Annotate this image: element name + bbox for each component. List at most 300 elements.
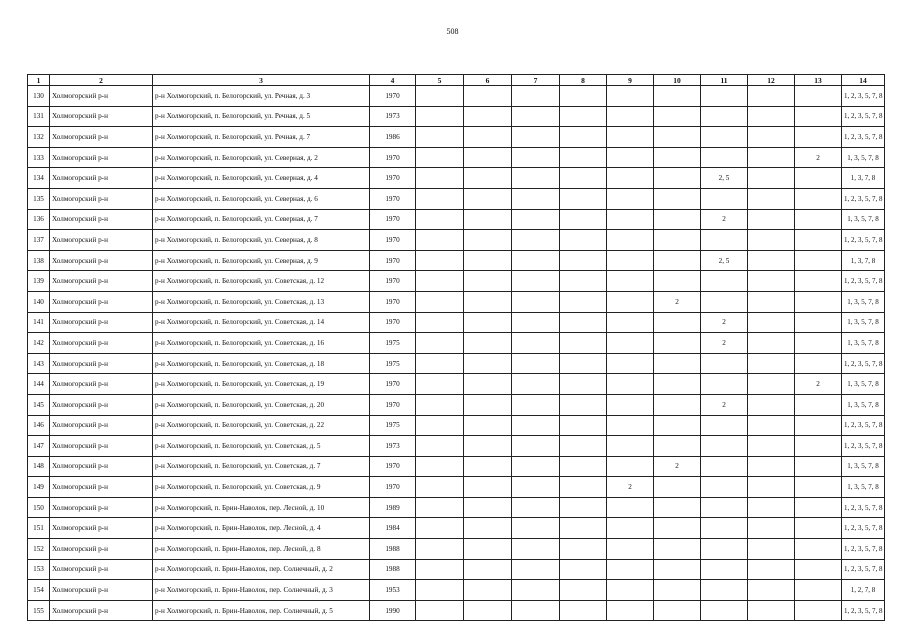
col7-cell [512, 106, 560, 127]
table-row [28, 600, 885, 621]
col13-cell [795, 518, 842, 539]
col13-cell [795, 436, 842, 457]
col9-cell: 2 [607, 477, 654, 498]
col5-cell [416, 600, 464, 621]
col9-cell [607, 436, 654, 457]
col8-cell [560, 559, 607, 580]
col6-cell [464, 374, 512, 395]
col13-cell [795, 86, 842, 107]
col7-cell [512, 250, 560, 271]
col14-cell: 1, 2, 3, 5, 7, 8 [842, 271, 885, 292]
col6-cell [464, 580, 512, 601]
column-header-8: 8 [560, 75, 607, 86]
col8-cell [560, 209, 607, 230]
col12-cell [748, 518, 795, 539]
col10-cell: 2 [654, 456, 701, 477]
row-number: 142 [28, 333, 50, 354]
address-cell: р-н Холмогорский, п. Белогорский, ул. Советская, д. 13 [153, 291, 370, 312]
col7-cell [512, 271, 560, 292]
col6-cell [464, 188, 512, 209]
col12-cell [748, 477, 795, 498]
row-number: 146 [28, 415, 50, 436]
district-cell: Холмогорский р-н [50, 497, 153, 518]
col14-cell: 1, 2, 3, 5, 7, 8 [842, 559, 885, 580]
col9-cell [607, 374, 654, 395]
col5-cell [416, 374, 464, 395]
col13-cell [795, 250, 842, 271]
col5-cell [416, 106, 464, 127]
table-row [28, 580, 885, 601]
col8-cell [560, 106, 607, 127]
table-row [28, 477, 885, 498]
address-cell: р-н Холмогорский, п. Белогорский, ул. Советская, д. 16 [153, 333, 370, 354]
table-row [28, 188, 885, 209]
address-cell: р-н Холмогорский, п. Брин-Наволок, пер. Солнечный, д. 5 [153, 600, 370, 621]
address-cell: р-н Холмогорский, п. Белогорский, ул. Советская, д. 9 [153, 477, 370, 498]
col7-cell [512, 394, 560, 415]
col14-cell: 1, 3, 5, 7, 8 [842, 456, 885, 477]
col11-cell [701, 86, 748, 107]
col7-cell [512, 600, 560, 621]
row-number: 141 [28, 312, 50, 333]
col6-cell [464, 271, 512, 292]
year-cell: 1953 [370, 580, 416, 601]
col5-cell [416, 333, 464, 354]
col14-cell: 1, 3, 5, 7, 8 [842, 291, 885, 312]
column-header-11: 11 [701, 75, 748, 86]
row-number: 149 [28, 477, 50, 498]
address-cell: р-н Холмогорский, п. Белогорский, ул. Советская, д. 5 [153, 436, 370, 457]
col9-cell [607, 209, 654, 230]
col14-cell: 1, 3, 5, 7, 8 [842, 394, 885, 415]
col12-cell [748, 250, 795, 271]
col10-cell [654, 518, 701, 539]
col7-cell [512, 477, 560, 498]
col5-cell [416, 127, 464, 148]
col8-cell [560, 271, 607, 292]
district-cell: Холмогорский р-н [50, 518, 153, 539]
col5-cell [416, 477, 464, 498]
col9-cell [607, 250, 654, 271]
col9-cell [607, 291, 654, 312]
col11-cell: 2, 5 [701, 168, 748, 189]
col5-cell [416, 539, 464, 560]
district-cell: Холмогорский р-н [50, 559, 153, 580]
col5-cell [416, 497, 464, 518]
col11-cell [701, 147, 748, 168]
address-cell: р-н Холмогорский, п. Брин-Наволок, пер. Солнечный, д. 3 [153, 580, 370, 601]
col7-cell [512, 497, 560, 518]
col14-cell: 1, 2, 3, 5, 7, 8 [842, 106, 885, 127]
col7-cell [512, 147, 560, 168]
col12-cell [748, 333, 795, 354]
col6-cell [464, 353, 512, 374]
col11-cell: 2 [701, 394, 748, 415]
table-row [28, 415, 885, 436]
col12-cell [748, 539, 795, 560]
col5-cell [416, 312, 464, 333]
col14-cell: 1, 3, 5, 7, 8 [842, 374, 885, 395]
district-cell: Холмогорский р-н [50, 250, 153, 271]
column-header-1: 1 [28, 75, 50, 86]
address-cell: р-н Холмогорский, п. Белогорский, ул. Северная, д. 4 [153, 168, 370, 189]
table-row [28, 106, 885, 127]
col10-cell [654, 394, 701, 415]
district-cell: Холмогорский р-н [50, 291, 153, 312]
col6-cell [464, 559, 512, 580]
address-cell: р-н Холмогорский, п. Белогорский, ул. Речная, д. 5 [153, 106, 370, 127]
col11-cell [701, 353, 748, 374]
col7-cell [512, 353, 560, 374]
row-number: 136 [28, 209, 50, 230]
col10-cell [654, 374, 701, 395]
address-cell: р-н Холмогорский, п. Белогорский, ул. Советская, д. 19 [153, 374, 370, 395]
col8-cell [560, 250, 607, 271]
col5-cell [416, 394, 464, 415]
col13-cell [795, 333, 842, 354]
col5-cell [416, 456, 464, 477]
col11-cell: 2, 5 [701, 250, 748, 271]
col9-cell [607, 86, 654, 107]
col12-cell [748, 559, 795, 580]
col9-cell [607, 147, 654, 168]
col13-cell [795, 559, 842, 580]
column-header-7: 7 [512, 75, 560, 86]
col10-cell: 2 [654, 291, 701, 312]
col6-cell [464, 333, 512, 354]
col13-cell [795, 353, 842, 374]
col14-cell: 1, 2, 3, 5, 7, 8 [842, 518, 885, 539]
col5-cell [416, 436, 464, 457]
district-cell: Холмогорский р-н [50, 147, 153, 168]
col5-cell [416, 230, 464, 251]
col14-cell: 1, 2, 3, 5, 7, 8 [842, 127, 885, 148]
table-row [28, 436, 885, 457]
district-cell: Холмогорский р-н [50, 188, 153, 209]
district-cell: Холмогорский р-н [50, 209, 153, 230]
col6-cell [464, 209, 512, 230]
col8-cell [560, 539, 607, 560]
col13-cell [795, 168, 842, 189]
col10-cell [654, 209, 701, 230]
district-cell: Холмогорский р-н [50, 86, 153, 107]
row-number: 134 [28, 168, 50, 189]
col5-cell [416, 188, 464, 209]
col10-cell [654, 415, 701, 436]
col14-cell: 1, 3, 7, 8 [842, 250, 885, 271]
col10-cell [654, 127, 701, 148]
col8-cell [560, 168, 607, 189]
col7-cell [512, 86, 560, 107]
address-cell: р-н Холмогорский, п. Белогорский, ул. Советская, д. 14 [153, 312, 370, 333]
row-number: 131 [28, 106, 50, 127]
table-row [28, 209, 885, 230]
col12-cell [748, 106, 795, 127]
col7-cell [512, 312, 560, 333]
column-header-9: 9 [607, 75, 654, 86]
col5-cell [416, 209, 464, 230]
col13-cell [795, 188, 842, 209]
col11-cell [701, 539, 748, 560]
col7-cell [512, 168, 560, 189]
year-cell: 1973 [370, 436, 416, 457]
col9-cell [607, 518, 654, 539]
col10-cell [654, 353, 701, 374]
col5-cell [416, 168, 464, 189]
col13-cell [795, 209, 842, 230]
col5-cell [416, 353, 464, 374]
col11-cell [701, 271, 748, 292]
year-cell: 1970 [370, 86, 416, 107]
col13-cell [795, 312, 842, 333]
table-row [28, 312, 885, 333]
row-number: 151 [28, 518, 50, 539]
col8-cell [560, 374, 607, 395]
col7-cell [512, 456, 560, 477]
col6-cell [464, 312, 512, 333]
col10-cell [654, 188, 701, 209]
col12-cell [748, 291, 795, 312]
col9-cell [607, 539, 654, 560]
district-cell: Холмогорский р-н [50, 271, 153, 292]
col5-cell [416, 250, 464, 271]
col14-cell: 1, 2, 3, 5, 7, 8 [842, 497, 885, 518]
col9-cell [607, 333, 654, 354]
col6-cell [464, 415, 512, 436]
col13-cell [795, 127, 842, 148]
col14-cell: 1, 3, 7, 8 [842, 168, 885, 189]
col12-cell [748, 497, 795, 518]
address-cell: р-н Холмогорский, п. Белогорский, ул. Речная, д. 3 [153, 86, 370, 107]
col11-cell [701, 291, 748, 312]
col6-cell [464, 230, 512, 251]
district-cell: Холмогорский р-н [50, 127, 153, 148]
row-number: 137 [28, 230, 50, 251]
district-cell: Холмогорский р-н [50, 230, 153, 251]
column-header-12: 12 [748, 75, 795, 86]
col7-cell [512, 518, 560, 539]
col10-cell [654, 312, 701, 333]
col10-cell [654, 271, 701, 292]
col14-cell: 1, 2, 3, 5, 7, 8 [842, 230, 885, 251]
year-cell: 1988 [370, 539, 416, 560]
col11-cell [701, 436, 748, 457]
year-cell: 1970 [370, 394, 416, 415]
col13-cell [795, 497, 842, 518]
col14-cell: 1, 2, 3, 5, 7, 8 [842, 600, 885, 621]
col14-cell: 1, 2, 3, 5, 7, 8 [842, 86, 885, 107]
column-header-6: 6 [464, 75, 512, 86]
col11-cell [701, 497, 748, 518]
col7-cell [512, 436, 560, 457]
row-number: 150 [28, 497, 50, 518]
address-cell: р-н Холмогорский, п. Белогорский, ул. Речная, д. 7 [153, 127, 370, 148]
column-header-14: 14 [842, 75, 885, 86]
col12-cell [748, 415, 795, 436]
col12-cell [748, 353, 795, 374]
address-cell: р-н Холмогорский, п. Белогорский, ул. Советская, д. 12 [153, 271, 370, 292]
col9-cell [607, 497, 654, 518]
row-number: 133 [28, 147, 50, 168]
col11-cell [701, 106, 748, 127]
district-cell: Холмогорский р-н [50, 394, 153, 415]
col9-cell [607, 559, 654, 580]
col10-cell [654, 106, 701, 127]
col11-cell [701, 477, 748, 498]
col6-cell [464, 127, 512, 148]
col11-cell [701, 456, 748, 477]
col7-cell [512, 333, 560, 354]
col11-cell [701, 374, 748, 395]
col14-cell: 1, 3, 5, 7, 8 [842, 333, 885, 354]
col12-cell [748, 394, 795, 415]
col12-cell [748, 580, 795, 601]
row-number: 147 [28, 436, 50, 457]
address-cell: р-н Холмогорский, п. Брин-Наволок, пер. Солнечный, д. 2 [153, 559, 370, 580]
column-header-4: 4 [370, 75, 416, 86]
address-cell: р-н Холмогорский, п. Белогорский, ул. Северная, д. 6 [153, 188, 370, 209]
row-number: 144 [28, 374, 50, 395]
col9-cell [607, 415, 654, 436]
col10-cell [654, 147, 701, 168]
page-number: 508 [446, 27, 459, 36]
col14-cell: 1, 2, 3, 5, 7, 8 [842, 539, 885, 560]
table-row [28, 559, 885, 580]
col12-cell [748, 436, 795, 457]
col11-cell [701, 127, 748, 148]
col11-cell [701, 518, 748, 539]
col14-cell: 1, 3, 5, 7, 8 [842, 209, 885, 230]
district-cell: Холмогорский р-н [50, 353, 153, 374]
address-cell: р-н Холмогорский, п. Белогорский, ул. Северная, д. 7 [153, 209, 370, 230]
col13-cell [795, 230, 842, 251]
address-cell: р-н Холмогорский, п. Белогорский, ул. Северная, д. 8 [153, 230, 370, 251]
col7-cell [512, 209, 560, 230]
col7-cell [512, 291, 560, 312]
col13-cell [795, 291, 842, 312]
col13-cell [795, 477, 842, 498]
col5-cell [416, 518, 464, 539]
address-cell: р-н Холмогорский, п. Белогорский, ул. Советская, д. 22 [153, 415, 370, 436]
col9-cell [607, 127, 654, 148]
table-row [28, 250, 885, 271]
district-cell: Холмогорский р-н [50, 374, 153, 395]
col12-cell [748, 127, 795, 148]
col12-cell [748, 209, 795, 230]
col6-cell [464, 86, 512, 107]
col7-cell [512, 415, 560, 436]
col7-cell [512, 539, 560, 560]
col8-cell [560, 436, 607, 457]
address-cell: р-н Холмогорский, п. Брин-Наволок, пер. Лесной, д. 8 [153, 539, 370, 560]
col11-cell: 2 [701, 333, 748, 354]
year-cell: 1990 [370, 600, 416, 621]
year-cell: 1984 [370, 518, 416, 539]
address-cell: р-н Холмогорский, п. Белогорский, ул. Северная, д. 9 [153, 250, 370, 271]
col13-cell [795, 456, 842, 477]
header-row [28, 75, 885, 86]
col13-cell [795, 415, 842, 436]
col8-cell [560, 518, 607, 539]
col8-cell [560, 600, 607, 621]
col10-cell [654, 86, 701, 107]
col13-cell [795, 271, 842, 292]
year-cell: 1975 [370, 415, 416, 436]
address-cell: р-н Холмогорский, п. Белогорский, ул. Советская, д. 7 [153, 456, 370, 477]
col9-cell [607, 168, 654, 189]
col5-cell [416, 291, 464, 312]
year-cell: 1970 [370, 209, 416, 230]
col8-cell [560, 477, 607, 498]
table-row [28, 539, 885, 560]
row-number: 135 [28, 188, 50, 209]
col6-cell [464, 436, 512, 457]
district-cell: Холмогорский р-н [50, 312, 153, 333]
col10-cell [654, 333, 701, 354]
col12-cell [748, 168, 795, 189]
year-cell: 1988 [370, 559, 416, 580]
year-cell: 1970 [370, 250, 416, 271]
table-row [28, 230, 885, 251]
col13-cell [795, 580, 842, 601]
table-row [28, 394, 885, 415]
col6-cell [464, 456, 512, 477]
year-cell: 1970 [370, 271, 416, 292]
col12-cell [748, 147, 795, 168]
col10-cell [654, 497, 701, 518]
col13-cell [795, 539, 842, 560]
col9-cell [607, 456, 654, 477]
table-row [28, 374, 885, 395]
row-number: 139 [28, 271, 50, 292]
district-cell: Холмогорский р-н [50, 168, 153, 189]
col6-cell [464, 600, 512, 621]
col8-cell [560, 127, 607, 148]
col6-cell [464, 168, 512, 189]
district-cell: Холмогорский р-н [50, 333, 153, 354]
col5-cell [416, 559, 464, 580]
year-cell: 1975 [370, 333, 416, 354]
col7-cell [512, 230, 560, 251]
col6-cell [464, 250, 512, 271]
col9-cell [607, 600, 654, 621]
col10-cell [654, 559, 701, 580]
column-header-3: 3 [153, 75, 370, 86]
col14-cell: 1, 2, 3, 5, 7, 8 [842, 436, 885, 457]
col8-cell [560, 312, 607, 333]
col10-cell [654, 250, 701, 271]
col12-cell [748, 374, 795, 395]
year-cell: 1970 [370, 374, 416, 395]
col11-cell [701, 559, 748, 580]
col12-cell [748, 600, 795, 621]
col9-cell [607, 106, 654, 127]
row-number: 132 [28, 127, 50, 148]
address-cell: р-н Холмогорский, п. Брин-Наволок, пер. Лесной, д. 10 [153, 497, 370, 518]
address-cell: р-н Холмогорский, п. Брин-Наволок, пер. Лесной, д. 4 [153, 518, 370, 539]
table-row [28, 333, 885, 354]
col9-cell [607, 271, 654, 292]
row-number: 148 [28, 456, 50, 477]
col8-cell [560, 497, 607, 518]
table-row [28, 271, 885, 292]
col14-cell: 1, 2, 3, 5, 7, 8 [842, 188, 885, 209]
col7-cell [512, 374, 560, 395]
col13-cell [795, 600, 842, 621]
district-cell: Холмогорский р-н [50, 600, 153, 621]
col10-cell [654, 600, 701, 621]
col5-cell [416, 147, 464, 168]
